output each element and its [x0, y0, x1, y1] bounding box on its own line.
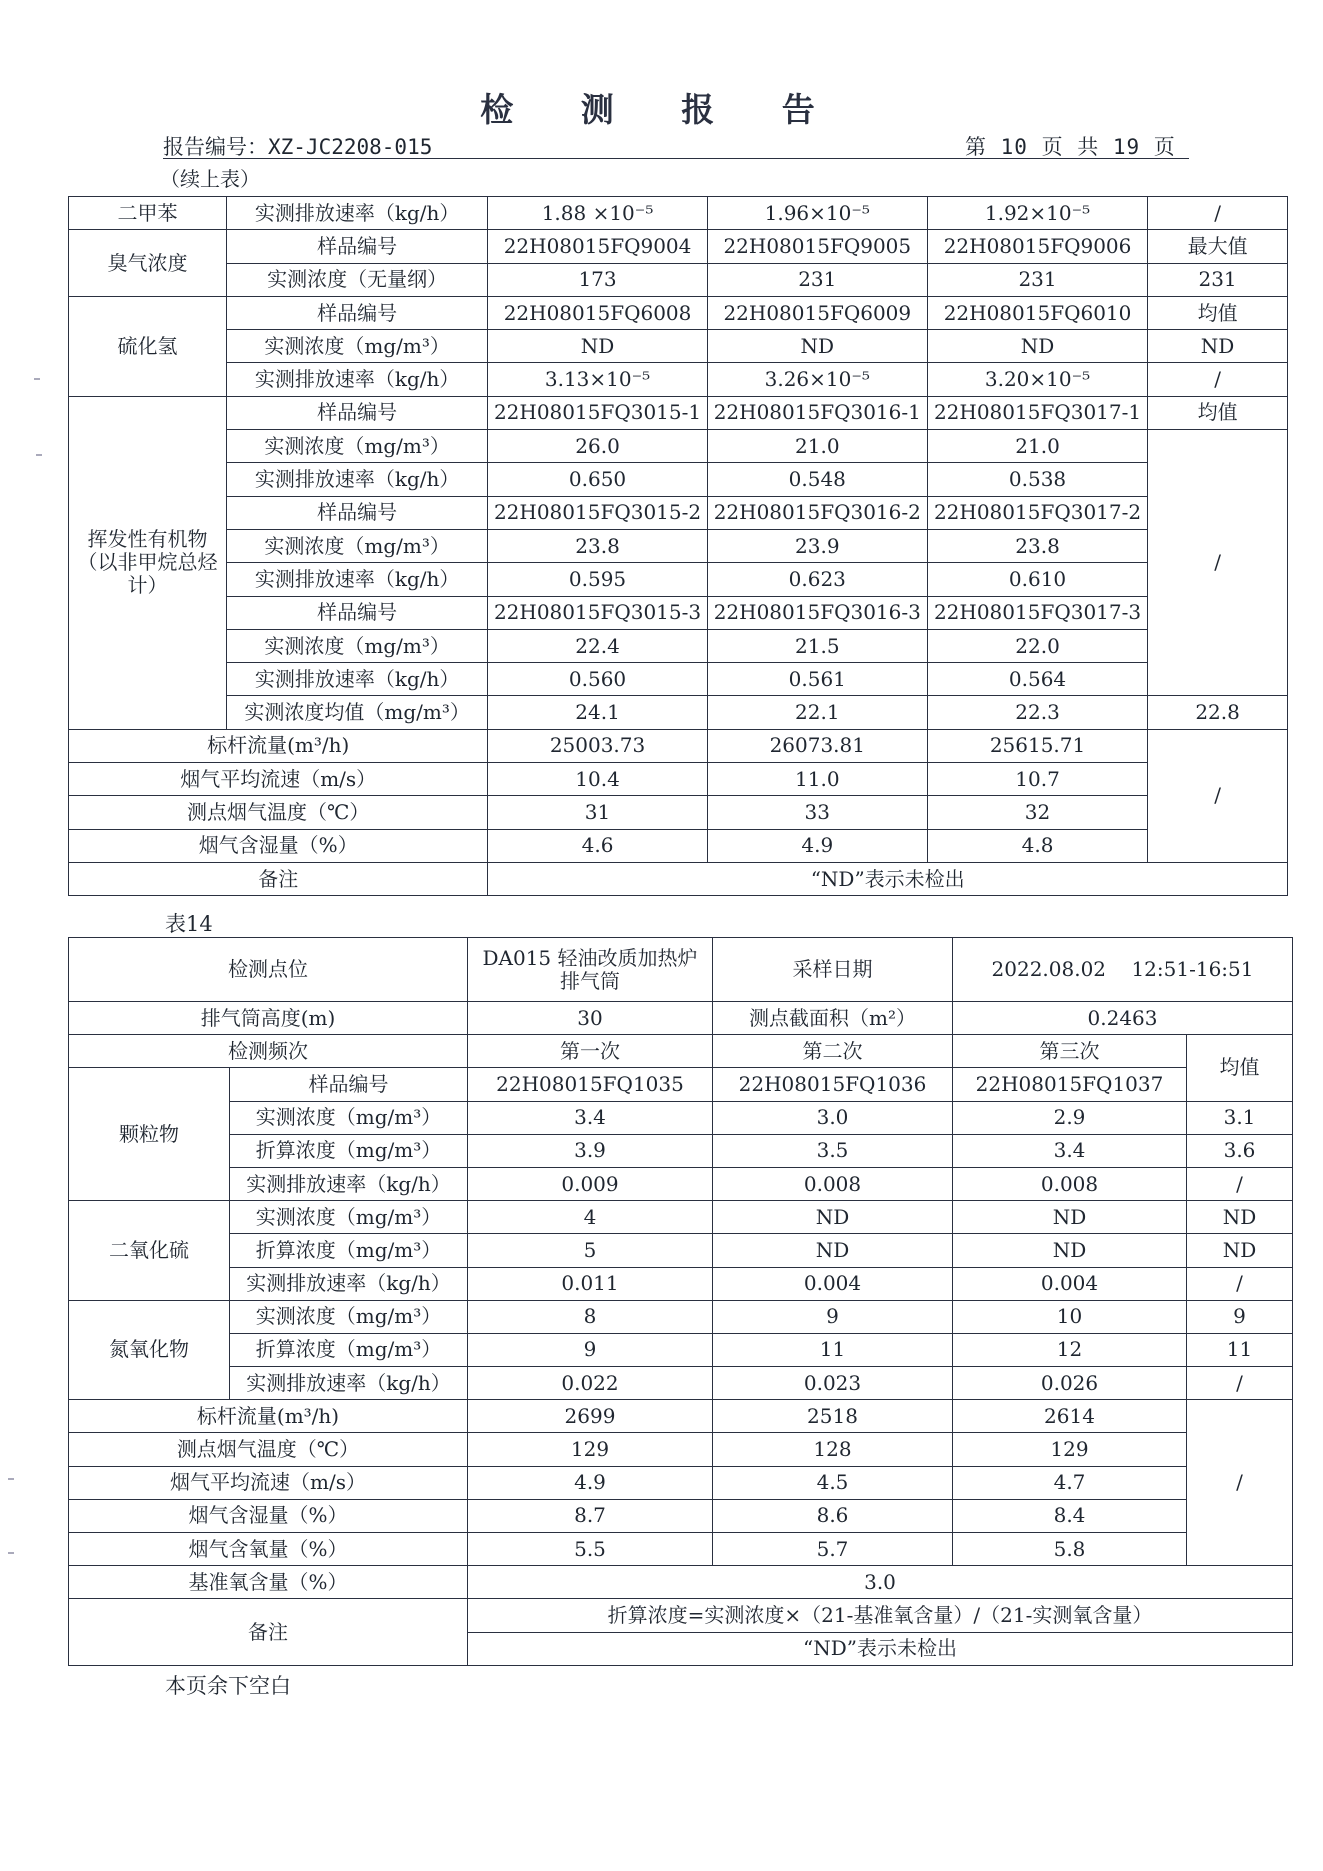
cell: 0.623	[707, 563, 927, 596]
cell: ND	[1187, 1201, 1293, 1234]
row-label: 实测浓度（mg/m³）	[230, 1201, 468, 1234]
cell: 4.7	[953, 1466, 1187, 1499]
row-label: 实测排放速率（kg/h）	[226, 197, 488, 230]
cell: 4.6	[488, 829, 707, 862]
table-row	[69, 563, 1288, 596]
scan-mark	[34, 378, 40, 380]
cell: 0.650	[488, 463, 707, 496]
row-label: 烟气平均流速（m/s）	[69, 1466, 468, 1499]
cell: 1.96×10⁻⁵	[707, 197, 927, 230]
cell: 22H08015FQ1035	[468, 1068, 713, 1101]
page-end-note: 本页余下空白	[165, 1674, 291, 1698]
row-label: 烟气含湿量（%）	[69, 829, 488, 862]
cell: 0.011	[468, 1267, 713, 1300]
row-label: 实测浓度（mg/m³）	[226, 529, 488, 562]
cell: 22H08015FQ3017-2	[927, 496, 1147, 529]
cell: 3.6	[1187, 1134, 1293, 1167]
cell: 0.548	[707, 463, 927, 496]
row-label: 实测排放速率（kg/h）	[230, 1367, 468, 1400]
row-label: 实测排放速率（kg/h）	[226, 463, 488, 496]
cell: 129	[953, 1433, 1187, 1466]
cell: 8.4	[953, 1499, 1187, 1532]
cell: 25615.71	[927, 729, 1147, 762]
cell: /	[1187, 1400, 1293, 1566]
cell: 0.2463	[953, 1002, 1293, 1035]
scan-mark	[8, 1478, 14, 1480]
cell: ND	[953, 1234, 1187, 1267]
row-label: 样品编号	[226, 496, 488, 529]
row-label: 样品编号	[226, 596, 488, 629]
cell: 22H08015FQ3016-1	[707, 396, 927, 429]
row-label: 实测排放速率（kg/h）	[230, 1167, 468, 1200]
cell: 10	[953, 1300, 1187, 1333]
cell: 30	[468, 1002, 713, 1035]
pollutant-name: 臭气浓度	[69, 230, 227, 297]
cell: 均值	[1148, 396, 1288, 429]
cell: 0.009	[468, 1167, 713, 1200]
row-label: 检测点位	[69, 938, 468, 1002]
cell: 0.610	[927, 563, 1147, 596]
table-row	[69, 1367, 1293, 1400]
table-row	[69, 1499, 1293, 1532]
table-14	[68, 937, 1293, 1666]
table-row	[69, 1234, 1293, 1267]
continued-label: （续上表）	[160, 167, 260, 191]
cell: 22H08015FQ6008	[488, 296, 707, 329]
row-label: 实测排放速率（kg/h）	[230, 1267, 468, 1300]
table-row	[69, 230, 1288, 263]
cell: 0.026	[953, 1367, 1187, 1400]
cell: ND	[713, 1201, 953, 1234]
cell: 最大值	[1148, 230, 1288, 263]
cell: 22.4	[488, 629, 707, 662]
remark-label: 备注	[69, 862, 488, 895]
table-row	[69, 1068, 1293, 1101]
cell: 12	[953, 1333, 1187, 1366]
cell: ND	[488, 330, 707, 363]
table-row	[69, 1300, 1293, 1333]
row-label: 测点烟气温度（℃）	[69, 1433, 468, 1466]
row-label: 实测排放速率（kg/h）	[226, 563, 488, 596]
scan-mark	[8, 1552, 14, 1554]
cell: 22H08015FQ3015-2	[488, 496, 707, 529]
cell: 4.5	[713, 1466, 953, 1499]
cell: 第三次	[953, 1035, 1187, 1068]
table-row	[69, 1400, 1293, 1433]
cell: 5.8	[953, 1533, 1187, 1566]
table-row	[69, 496, 1288, 529]
cell: 第二次	[713, 1035, 953, 1068]
table-row	[69, 763, 1288, 796]
table-row	[69, 663, 1288, 696]
table-row	[69, 1101, 1293, 1134]
row-label: 实测浓度（mg/m³）	[226, 430, 488, 463]
cell: 22H08015FQ3016-2	[707, 496, 927, 529]
cell: 231	[707, 263, 927, 296]
cell: ND	[707, 330, 927, 363]
cell: 22H08015FQ9004	[488, 230, 707, 263]
cell: 23.8	[927, 529, 1147, 562]
cell: 9	[713, 1300, 953, 1333]
cell: 2614	[953, 1400, 1187, 1433]
page-number: 第 10 页 共 19 页	[965, 135, 1176, 159]
cell: 129	[468, 1433, 713, 1466]
cell: /	[1148, 430, 1288, 696]
cell: /	[1187, 1167, 1293, 1200]
cell: 4.9	[707, 829, 927, 862]
table-row	[69, 862, 1288, 895]
cell: 3.20×10⁻⁵	[927, 363, 1147, 396]
cell: 0.008	[713, 1167, 953, 1200]
table-row	[69, 1134, 1293, 1167]
pollutant-name: 硫化氢	[69, 296, 227, 396]
cell: 21.0	[707, 430, 927, 463]
table-row	[69, 1333, 1293, 1366]
cell: 1.92×10⁻⁵	[927, 197, 1147, 230]
remark-text: “ND”表示未检出	[488, 862, 1288, 895]
cell: 11	[1187, 1333, 1293, 1366]
cell: 25003.73	[488, 729, 707, 762]
row-label: 实测浓度（mg/m³）	[226, 330, 488, 363]
row-label: 实测浓度（mg/m³）	[226, 629, 488, 662]
cell: ND	[927, 330, 1147, 363]
cell: 22H08015FQ1036	[713, 1068, 953, 1101]
cell: 22H08015FQ9006	[927, 230, 1147, 263]
cell: 2.9	[953, 1101, 1187, 1134]
table-row	[69, 463, 1288, 496]
cell: 11	[713, 1333, 953, 1366]
cell: 10.4	[488, 763, 707, 796]
pollutant-name: 颗粒物	[69, 1068, 230, 1201]
row-label: 检测频次	[69, 1035, 468, 1068]
table-row	[69, 1167, 1293, 1200]
cell: 22.0	[927, 629, 1147, 662]
cell: 5.5	[468, 1533, 713, 1566]
cell: 22.3	[927, 696, 1147, 729]
cell: 2022.08.02 12:51-16:51	[953, 938, 1293, 1002]
remark-label: 备注	[69, 1599, 468, 1665]
cell: 22H08015FQ9005	[707, 230, 927, 263]
cell: 26.0	[488, 430, 707, 463]
cell: 3.0	[468, 1566, 1293, 1599]
cell: 3.26×10⁻⁵	[707, 363, 927, 396]
report-title: 检 测 报 告	[480, 90, 843, 129]
cell: 11.0	[707, 763, 927, 796]
cell: /	[1187, 1267, 1293, 1300]
cell: 0.595	[488, 563, 707, 596]
cell: 10.7	[927, 763, 1147, 796]
cell: 3.4	[953, 1134, 1187, 1167]
row-label: 实测浓度均值（mg/m³）	[226, 696, 488, 729]
row-label: 标杆流量(m³/h)	[69, 729, 488, 762]
cell: 均值	[1187, 1035, 1293, 1101]
cell: 22H08015FQ6009	[707, 296, 927, 329]
cell: 3.13×10⁻⁵	[488, 363, 707, 396]
cell: 0.004	[713, 1267, 953, 1300]
row-label: 样品编号	[226, 230, 488, 263]
row-label: 实测排放速率（kg/h）	[226, 363, 488, 396]
cell: 3.5	[713, 1134, 953, 1167]
cell: 22H08015FQ3017-3	[927, 596, 1147, 629]
cell: 23.8	[488, 529, 707, 562]
cell: 8.6	[713, 1499, 953, 1532]
row-label: 折算浓度（mg/m³）	[230, 1333, 468, 1366]
cell: 8.7	[468, 1499, 713, 1532]
row-label: 烟气含氧量（%）	[69, 1533, 468, 1566]
cell: 0.004	[953, 1267, 1187, 1300]
table-row	[69, 1599, 1293, 1632]
cell: /	[1148, 729, 1288, 862]
cell: 231	[1148, 263, 1288, 296]
cell: ND	[1148, 330, 1288, 363]
cell: 0.561	[707, 663, 927, 696]
table-row	[69, 197, 1288, 230]
cell: 31	[488, 796, 707, 829]
row-label: 折算浓度（mg/m³）	[230, 1234, 468, 1267]
cell: 22.1	[707, 696, 927, 729]
table-row	[69, 1466, 1293, 1499]
table-row	[69, 263, 1288, 296]
table-row	[69, 430, 1288, 463]
cell: 3.0	[713, 1101, 953, 1134]
table-13-continued	[68, 196, 1288, 896]
remark-formula: 折算浓度=实测浓度×（21-基准氧含量）/（21-实测氧含量）	[468, 1599, 1293, 1632]
cell: 第一次	[468, 1035, 713, 1068]
table-row	[69, 729, 1288, 762]
cell: 21.5	[707, 629, 927, 662]
cell: 0.022	[468, 1367, 713, 1400]
cell: 21.0	[927, 430, 1147, 463]
cell: ND	[1187, 1234, 1293, 1267]
cell: 2518	[713, 1400, 953, 1433]
cell: 22.8	[1148, 696, 1288, 729]
cell: 22H08015FQ6010	[927, 296, 1147, 329]
row-label: 基准氧含量（%）	[69, 1566, 468, 1599]
cell: 4.9	[468, 1466, 713, 1499]
cell: 3.1	[1187, 1101, 1293, 1134]
cell: 173	[488, 263, 707, 296]
row-label: 排气筒高度(m)	[69, 1002, 468, 1035]
table-row	[69, 1533, 1293, 1566]
table-row	[69, 1035, 1293, 1068]
table-row	[69, 829, 1288, 862]
cell: 23.9	[707, 529, 927, 562]
table-row	[69, 296, 1288, 329]
cell: /	[1148, 363, 1288, 396]
row-label: 测点烟气温度（℃）	[69, 796, 488, 829]
cell: /	[1148, 197, 1288, 230]
cell: 231	[927, 263, 1147, 296]
row-label: 实测浓度（mg/m³）	[230, 1101, 468, 1134]
scan-mark	[36, 454, 42, 456]
row-label: 烟气含湿量（%）	[69, 1499, 468, 1532]
cell: 0.008	[953, 1167, 1187, 1200]
table-row	[69, 596, 1288, 629]
row-label: 测点截面积（m²）	[713, 1002, 953, 1035]
cell: 24.1	[488, 696, 707, 729]
table-row	[69, 938, 1293, 1002]
cell: DA015 轻油改质加热炉排气筒	[468, 938, 713, 1002]
table-row	[69, 1433, 1293, 1466]
table-row	[69, 396, 1288, 429]
row-label: 实测排放速率（kg/h）	[226, 663, 488, 696]
table-row	[69, 796, 1288, 829]
table-row	[69, 629, 1288, 662]
table-row	[69, 1566, 1293, 1599]
cell: 5	[468, 1234, 713, 1267]
row-label: 样品编号	[230, 1068, 468, 1101]
header-rule	[163, 158, 1189, 159]
cell: 22H08015FQ3016-3	[707, 596, 927, 629]
cell: 0.538	[927, 463, 1147, 496]
cell: 22H08015FQ3017-1	[927, 396, 1147, 429]
table-row	[69, 1002, 1293, 1035]
pollutant-name: 二氧化硫	[69, 1201, 230, 1301]
cell: 1.88 ×10⁻⁵	[488, 197, 707, 230]
cell: 26073.81	[707, 729, 927, 762]
cell: 9	[1187, 1300, 1293, 1333]
pollutant-name: 氮氧化物	[69, 1300, 230, 1400]
cell: 4.8	[927, 829, 1147, 862]
cell: 9	[468, 1333, 713, 1366]
table-row	[69, 529, 1288, 562]
table-row	[69, 1267, 1293, 1300]
cell: 2699	[468, 1400, 713, 1433]
cell: ND	[953, 1201, 1187, 1234]
report-number: 报告编号：XZ-JC2208-015	[163, 135, 433, 159]
row-label: 折算浓度（mg/m³）	[230, 1134, 468, 1167]
row-label: 采样日期	[713, 938, 953, 1002]
cell: 128	[713, 1433, 953, 1466]
cell: 均值	[1148, 296, 1288, 329]
cell: 33	[707, 796, 927, 829]
table-row	[69, 1201, 1293, 1234]
cell: 8	[468, 1300, 713, 1333]
cell: 5.7	[713, 1533, 953, 1566]
remark-text: “ND”表示未检出	[468, 1632, 1293, 1665]
row-label: 烟气平均流速（m/s）	[69, 763, 488, 796]
cell: /	[1187, 1367, 1293, 1400]
table-row	[69, 696, 1288, 729]
row-label: 标杆流量(m³/h)	[69, 1400, 468, 1433]
table-14-label: 表14	[165, 912, 213, 936]
cell: 3.9	[468, 1134, 713, 1167]
cell: 0.560	[488, 663, 707, 696]
cell: ND	[713, 1234, 953, 1267]
table-row	[69, 363, 1288, 396]
cell: 0.564	[927, 663, 1147, 696]
cell: 22H08015FQ3015-3	[488, 596, 707, 629]
cell: 22H08015FQ1037	[953, 1068, 1187, 1101]
cell: 22H08015FQ3015-1	[488, 396, 707, 429]
pollutant-name: 二甲苯	[69, 197, 227, 230]
table-row	[69, 330, 1288, 363]
pollutant-name: 挥发性有机物（以非甲烷总烃计）	[69, 396, 227, 729]
cell: 0.023	[713, 1367, 953, 1400]
cell: 4	[468, 1201, 713, 1234]
cell: 3.4	[468, 1101, 713, 1134]
row-label: 实测浓度（mg/m³）	[230, 1300, 468, 1333]
cell: 32	[927, 796, 1147, 829]
row-label: 样品编号	[226, 396, 488, 429]
row-label: 样品编号	[226, 296, 488, 329]
row-label: 实测浓度（无量纲）	[226, 263, 488, 296]
